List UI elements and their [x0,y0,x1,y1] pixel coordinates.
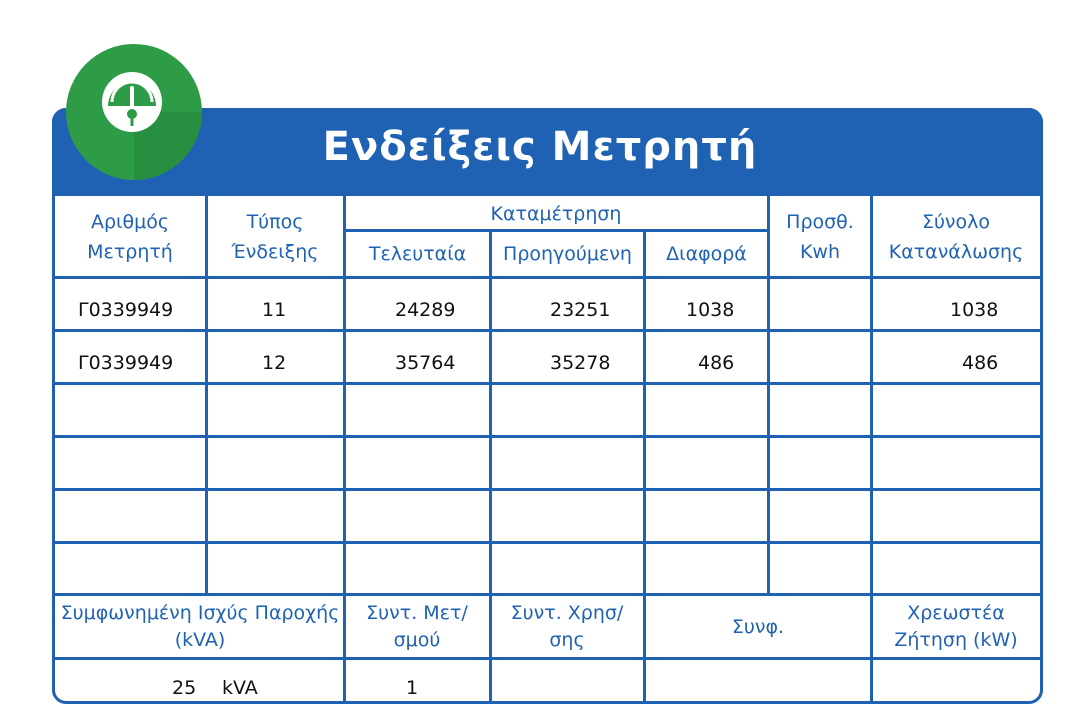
grid-line [767,196,770,594]
row1-last: 24289 [395,299,456,321]
value-contracted-power-unit: kVA [222,677,258,699]
row2-total: 486 [962,352,999,374]
label-meter-coefficient: Συντ. Μετ/σμού [366,601,468,651]
row1-diff: 1038 [686,299,735,321]
row1-meter: Γ0339949 [78,299,174,321]
label-billed-demand: Χρεωστέα Ζήτηση (kW) [894,601,1018,651]
label-contracted-power: Συμφωνημένη Ισχύς Παροχής (kVA) [60,601,340,651]
grid-line [52,657,1043,660]
row1-total: 1038 [950,299,999,321]
grid-line [489,230,492,704]
value-meter-coefficient: 1 [406,677,419,699]
row2-last: 35764 [395,352,456,374]
grid-line [52,488,1043,491]
row1-type: 11 [262,299,287,321]
page-title: Ενδείξεις Μετρητή [322,124,758,170]
header-additional-kwh: Προσθ. Kwh [786,211,854,263]
grid-line [52,541,1043,544]
header-measurement: Καταμέτρηση [490,202,622,225]
gauge-icon [66,44,202,180]
grid-line [52,382,1043,385]
header-difference: Διαφορά [666,243,747,265]
row1-previous: 23251 [550,299,611,321]
grid-line [52,276,1043,279]
grid-line [870,196,873,704]
grid-line [52,329,1043,332]
label-usage-coefficient: Συντ. Χρησ/σης [510,601,624,651]
header-total-consumption: Σύνολο Κατανάλωσης [888,211,1024,263]
header-previous: Προηγούμενη [503,243,632,265]
header-reading-type: Τύπος Ένδειξης [231,211,319,263]
row2-meter: Γ0339949 [78,352,174,374]
header-meter-number: Αριθμός Μετρητή [87,211,173,263]
value-contracted-power: 25 [172,677,197,699]
grid-line [52,435,1043,438]
grid-line [205,196,208,594]
row2-diff: 486 [698,352,735,374]
row2-previous: 35278 [550,352,611,374]
label-power-factor: Συνφ. [731,615,785,638]
header-last: Τελευταία [368,243,467,265]
row2-type: 12 [262,352,287,374]
